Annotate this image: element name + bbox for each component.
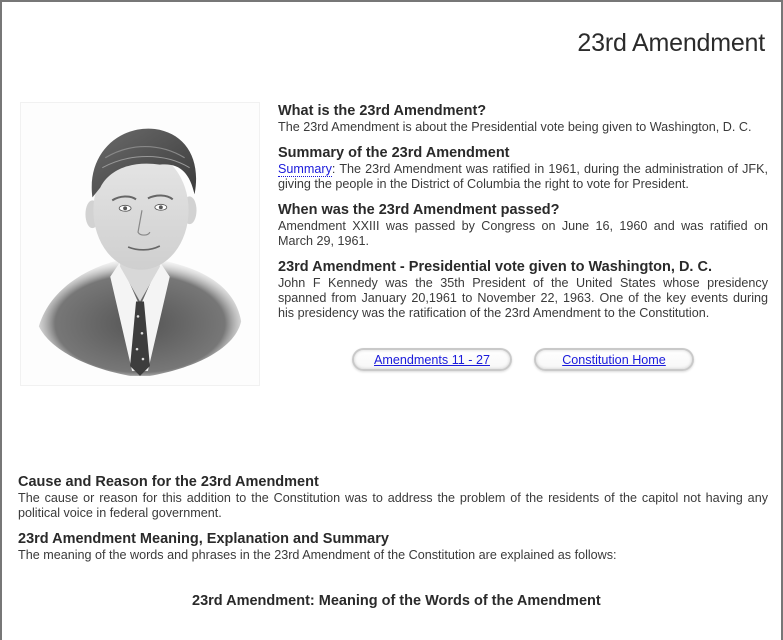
- section-text: The meaning of the words and phrases in the 23rd Amendment of the Constitution are explained as follows:: [18, 548, 617, 562]
- amendments-11-27-button[interactable]: [352, 348, 512, 371]
- section-heading: When was the 23rd Amendment passed?: [278, 202, 560, 218]
- section-heading: 23rd Amendment Meaning, Explanation and Summary: [18, 531, 389, 547]
- section-heading: 23rd Amendment - Presidential vote given to Washington, D. C.: [278, 259, 712, 275]
- amendments-11-27-link[interactable]: Amendments 11 - 27: [374, 352, 490, 367]
- section-text: [278, 162, 768, 192]
- jfk-portrait-image: [20, 102, 260, 386]
- lower-content: [18, 474, 768, 573]
- intro-content: [278, 103, 768, 331]
- section-text: The 23rd Amendment is about the Presidential vote being given to Washington, D. C.: [278, 120, 752, 134]
- summary-text: : The 23rd Amendment was ratified in 1961, during the administration of JFK, giving the people in the District of Columbia the right to vote for President.: [278, 162, 768, 191]
- cause-reason-section: [18, 474, 768, 521]
- section-heading: Summary of the 23rd Amendment: [278, 145, 510, 161]
- presidential-vote-section: [278, 259, 768, 321]
- page-title: 23rd Amendment: [577, 29, 765, 57]
- when-passed-section: [278, 202, 768, 249]
- meaning-section: [18, 531, 768, 563]
- meaning-table-heading: 23rd Amendment: Meaning of the Words of the Amendment: [192, 593, 601, 609]
- constitution-home-link[interactable]: Constitution Home: [562, 352, 666, 367]
- summary-section: [278, 145, 768, 192]
- summary-link[interactable]: Summary: [278, 162, 332, 176]
- what-is-section: [278, 103, 768, 135]
- section-text: John F Kennedy was the 35th President of the United States whose presidency spanned from January 20,1961 to November 22, 1963. One of the key events during his presidency was the ratification of the 23rd Amendment to the Constitution.: [278, 276, 768, 320]
- section-heading: Cause and Reason for the 23rd Amendment: [18, 474, 319, 490]
- nav-buttons: [352, 348, 694, 371]
- constitution-home-button[interactable]: [534, 348, 694, 371]
- section-heading: What is the 23rd Amendment?: [278, 103, 487, 119]
- section-text: Amendment XXIII was passed by Congress on June 16, 1960 and was ratified on March 29, 1961.: [278, 219, 768, 248]
- portrait-drawing: [21, 103, 259, 385]
- section-text: The cause or reason for this addition to the Constitution was to address the problem of the residents of the capitol not having any political voice in federal government.: [18, 491, 768, 520]
